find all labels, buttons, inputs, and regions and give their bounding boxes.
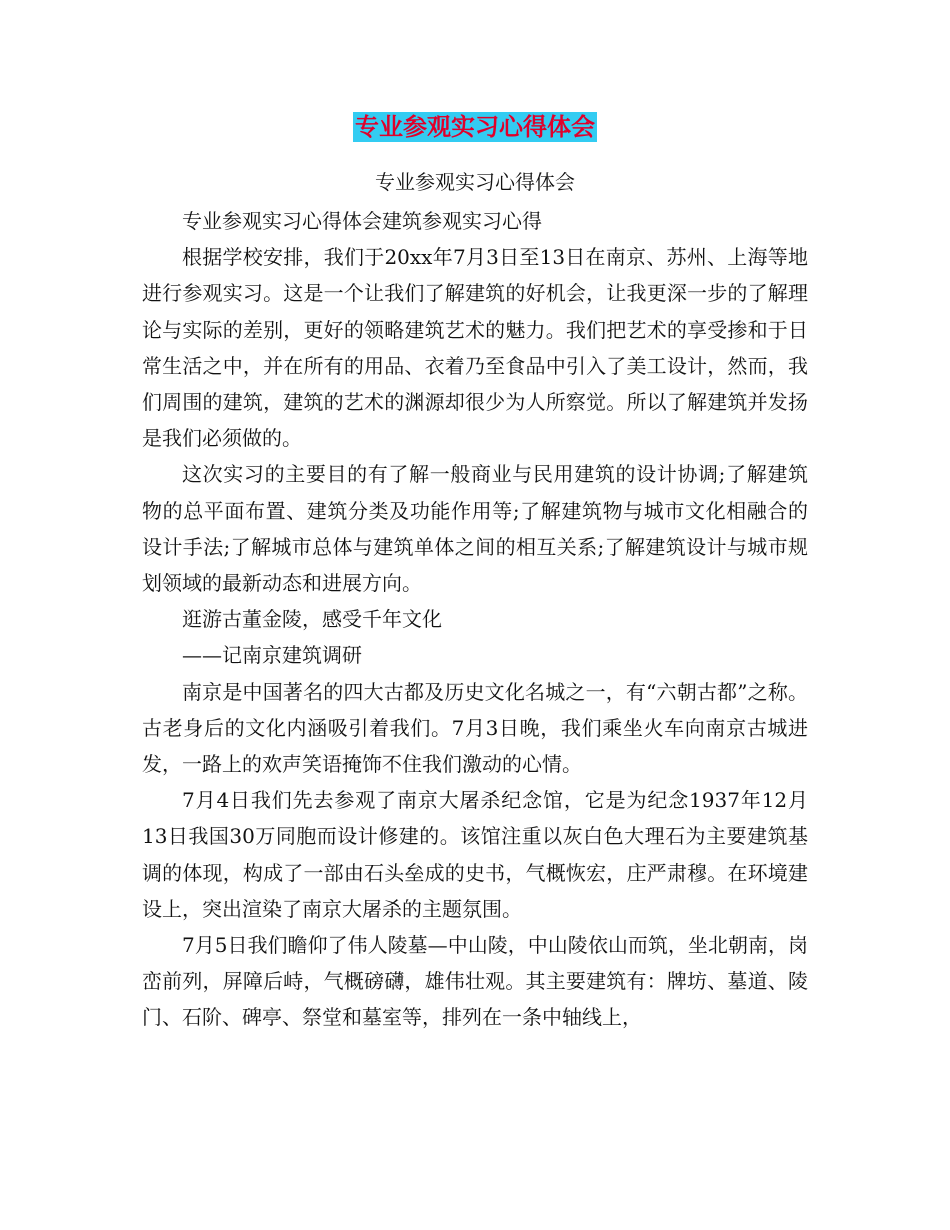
document-title: 专业参观实习心得体会 [355, 113, 595, 141]
paragraph: 南京是中国著名的四大古都及历史文化名城之一，有“六朝古都”之称。古老身后的文化内涵吸引着我们。7月3日晚，我们乘坐火车向南京古城进发，一路上的欢声笑语掩饰不住我们激动的心情。 [142, 679, 808, 777]
paragraph: 7月5日我们瞻仰了伟人陵墓—中山陵，中山陵依山而筑，坐北朝南，岗峦前列，屏障后峙，气概磅礴，雄伟壮观。其主要建筑有：牌坊、墓道、陵门、石阶、碑亭、祭堂和墓室等，排列在一条中轴线上， [142, 933, 808, 1030]
paragraph: 这次实习的主要目的有了解一般商业与民用建筑的设计协调;了解建筑物的总平面布置、建筑分类及功能作用等;了解建筑物与城市文化相融合的设计手法;了解城市总体与建筑单体之间的相互关系;了解建筑设计与城市规划领域的最新动态和进展方向。 [142, 462, 808, 596]
paragraph: 根据学校安排，我们于20xx年7月3日至13日在南京、苏州、上海等地进行参观实习。这是一个让我们了解建筑的好机会，让我更深一步的了解理论与实际的差别，更好的领略建筑艺术的魅力。我们把艺术的享受掺和于日常生活之中，并在所有的用品、衣着乃至食品中引入了美工设计，然而，我们周围的建筑，建筑的艺术的渊源却很少为人所察觉。所以了解建筑并发扬是我们必须做的。 [142, 245, 808, 451]
title-container [0, 112, 950, 142]
document-body [142, 203, 808, 1036]
paragraph: 专业参观实习心得体会建筑参观实习心得 [182, 209, 542, 233]
document-subtitle: 专业参观实习心得体会 [375, 170, 575, 194]
paragraph: 逛游古董金陵，感受千年文化 [182, 607, 442, 632]
paragraph: 7月4日我们先去参观了南京大屠杀纪念馆，它是为纪念1937年12月13日我国30万同胞而设计修建的。该馆注重以灰白色大理石为主要建筑基调的体现，构成了一部由石头垒成的史书，气概恢宏，庄严肃穆。在环境建设上，突出渲染了南京大屠杀的主题氛围。 [142, 788, 808, 921]
paragraph: ——记南京建筑调研 [182, 643, 362, 668]
